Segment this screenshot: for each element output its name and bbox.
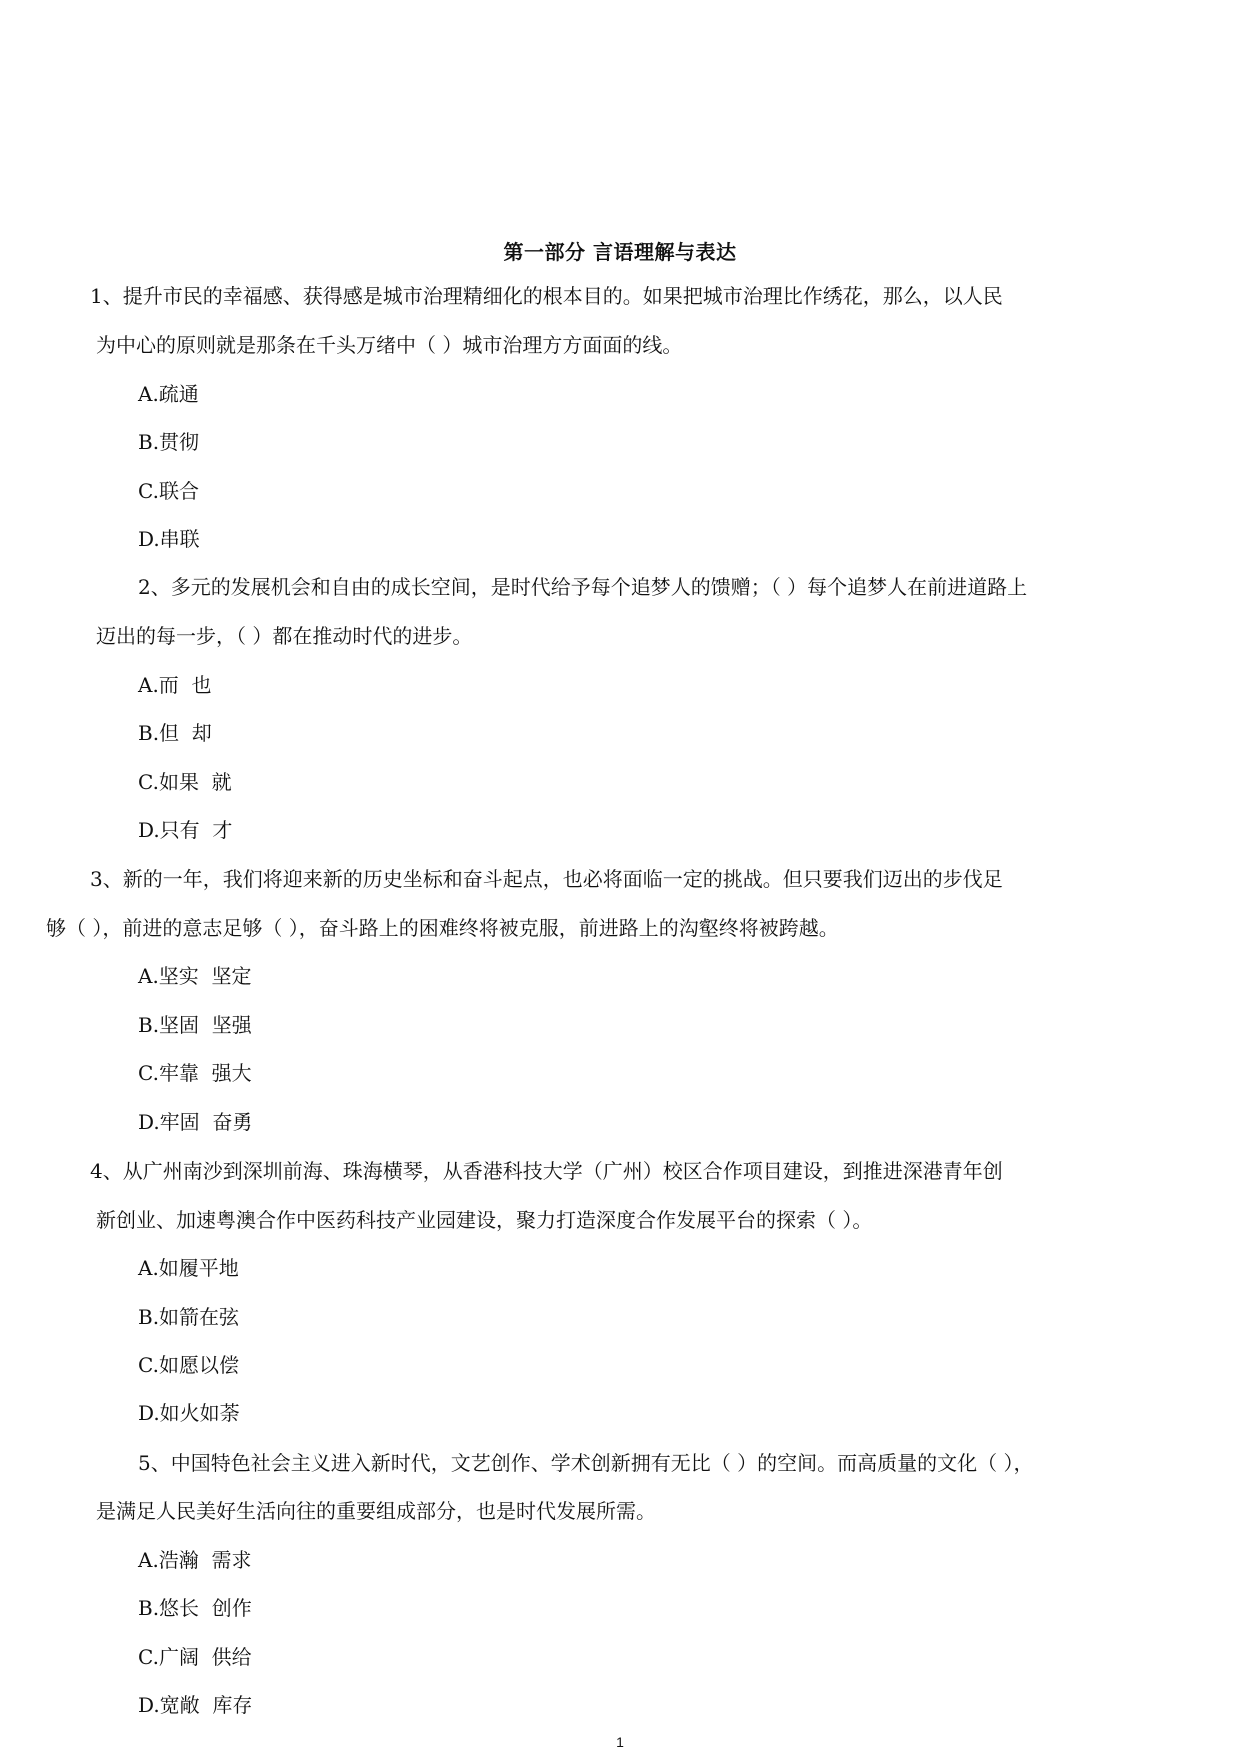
question-1-option-a: A.疏通 [138, 382, 199, 406]
section-title: 第一部分 言语理解与表达 [503, 240, 737, 264]
question-2-option-a: A.而 也 [138, 673, 212, 697]
question-3-line-1: 3、新的一年，我们将迎来新的历史坐标和奋斗起点，也必将面临一定的挑战。但只要我们迈出的步伐足 [90, 867, 1003, 891]
question-5-option-d: D.宽敞 库存 [138, 1693, 253, 1717]
question-3-option-b: B.坚固 坚强 [138, 1013, 252, 1037]
question-2-option-c: C.如果 就 [138, 770, 232, 794]
question-1-option-d: D.串联 [138, 527, 200, 551]
question-2-option-b: B.但 却 [138, 721, 212, 745]
question-5-option-b: B.悠长 创作 [138, 1596, 252, 1620]
question-1-line-2: 为中心的原则就是那条在千头万绪中（ ）城市治理方方面面的线。 [96, 333, 683, 357]
question-4-option-a: A.如履平地 [138, 1256, 239, 1280]
question-5-option-c: C.广阔 供给 [138, 1645, 252, 1669]
page-number: 1 [616, 1734, 624, 1750]
question-2-line-2: 迈出的每一步，（ ）都在推动时代的进步。 [96, 624, 473, 648]
question-5-line-2: 是满足人民美好生活向往的重要组成部分，也是时代发展所需。 [96, 1499, 656, 1523]
question-3-line-2: 够（ ），前进的意志足够（ ），奋斗路上的困难终将被克服，前进路上的沟壑终将被跨越。 [46, 916, 839, 940]
question-3-option-a: A.坚实 坚定 [138, 964, 252, 988]
question-1-line-1: 1、提升市民的幸福感、获得感是城市治理精细化的根本目的。如果把城市治理比作绣花，那么，以人民 [90, 284, 1003, 308]
question-4-option-d: D.如火如荼 [138, 1401, 240, 1425]
question-4-line-2: 新创业、加速粤澳合作中医药科技产业园建设，聚力打造深度合作发展平台的探索（ ）。 [96, 1208, 873, 1232]
question-2-option-d: D.只有 才 [138, 818, 233, 842]
question-3-option-c: C.牢靠 强大 [138, 1061, 252, 1085]
question-4-option-c: C.如愿以偿 [138, 1353, 239, 1377]
question-4-option-b: B.如箭在弦 [138, 1305, 240, 1329]
question-5-line-1: 5、中国特色社会主义进入新时代，文艺创作、学术创新拥有无比（ ）的空间。而高质量的文化（ ）， [138, 1451, 1034, 1475]
question-5-option-a: A.浩瀚 需求 [138, 1548, 252, 1572]
question-4-line-1: 4、从广州南沙到深圳前海、珠海横琴，从香港科技大学（广州）校区合作项目建设，到推进深港青年创 [90, 1159, 1003, 1183]
question-1-option-c: C.联合 [138, 479, 199, 503]
question-1-option-b: B.贯彻 [138, 430, 200, 454]
question-3-option-d: D.牢固 奋勇 [138, 1110, 253, 1134]
question-2-line-1: 2、多元的发展机会和自由的成长空间，是时代给予每个追梦人的馈赠；（ ）每个追梦人在前进道路上 [138, 575, 1028, 599]
